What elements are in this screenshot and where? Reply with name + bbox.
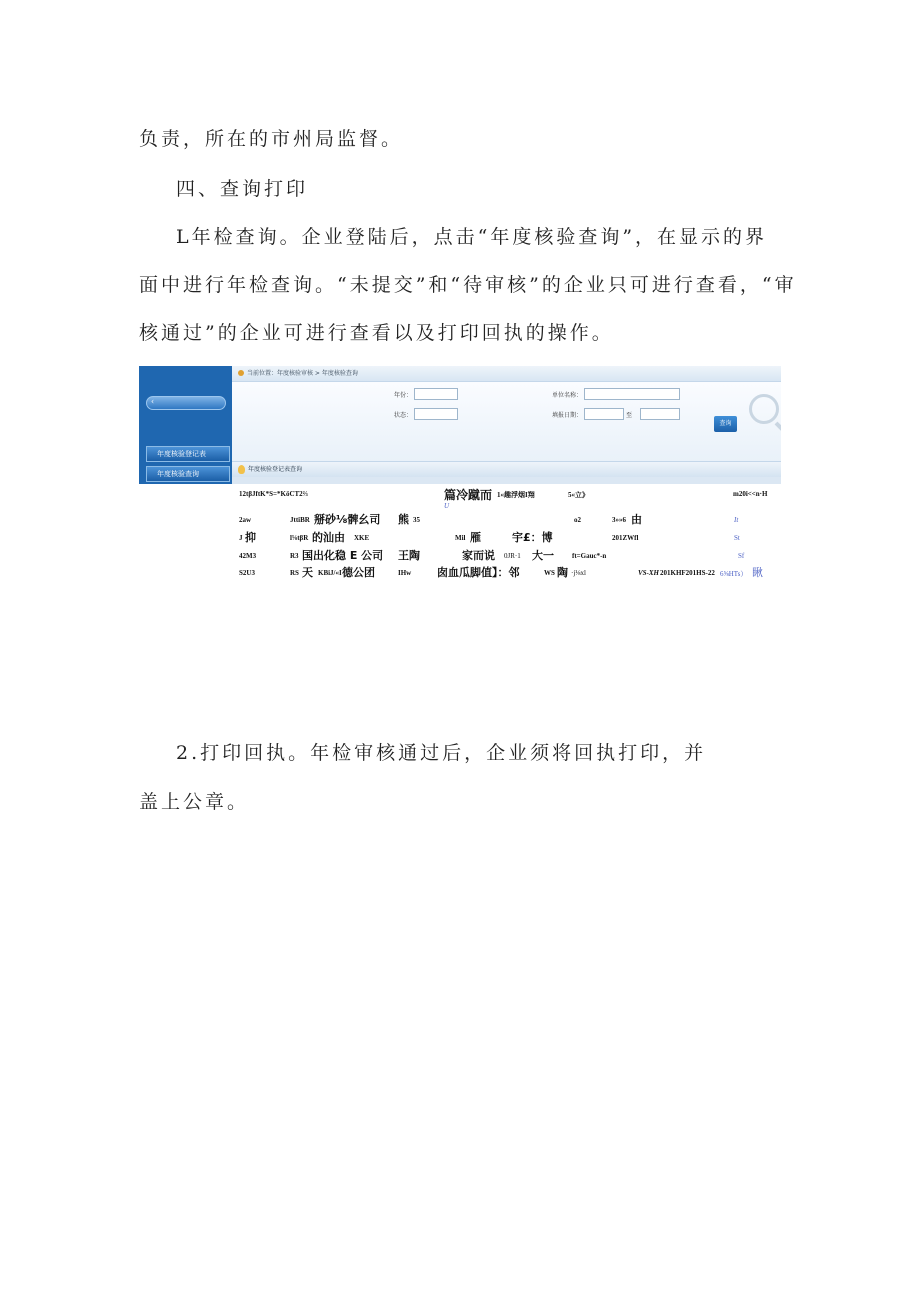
sidebar-collapse-bar <box>146 396 226 410</box>
ocr-cell: 2aw <box>239 516 252 524</box>
ocr-cell: 掰砂⅛髀幺司 <box>314 513 381 526</box>
ocr-cell: 家而说 <box>462 549 495 562</box>
ocr-cell: 1«趣浮烟I翔 <box>497 491 535 499</box>
ocr-cell: Mil <box>455 534 466 542</box>
year-input <box>414 388 458 400</box>
ocr-cell: 陶 <box>557 566 568 579</box>
paragraph-annual-query-line3: 核通过”的企业可进行查看以及打印回执的操作。 <box>139 322 614 344</box>
section-heading-query-print: 四、查询打印 <box>176 178 309 200</box>
paragraph-responsibility: 负责，所在的市州局监督。 <box>139 128 404 150</box>
date-to-input <box>640 408 680 420</box>
ocr-cell: m20i<<n·H <box>733 490 768 498</box>
query-button: 查询 <box>714 416 737 432</box>
ocr-cell: 42M3 <box>239 552 257 560</box>
ocr-cell: 王陶 <box>398 549 420 562</box>
ocr-cell: 抑 <box>245 531 256 544</box>
date-to-label: 至 <box>625 412 632 419</box>
ocr-cell: 囱血瓜脚值】：邻 <box>437 566 520 579</box>
paragraph-annual-query-line1: L年检查询。企业登陆后，点击“年度核验查询”，在显示的界 <box>176 226 768 248</box>
status-label: 状态： <box>393 412 412 419</box>
ocr-cell: XKE <box>354 534 370 542</box>
lightbulb-icon <box>238 465 245 474</box>
home-icon <box>238 370 244 376</box>
ocr-cell: 德公团 <box>342 566 375 579</box>
screenshot-query-form <box>232 382 781 462</box>
ocr-cell: JttiBR <box>290 516 310 524</box>
ocr-cell: 0JR·1 <box>504 552 521 560</box>
sidebar-item-annual-register: 年度核验登记表 <box>146 446 230 462</box>
magnifier-icon <box>749 394 779 424</box>
chevron-left-icon: ‹ <box>151 397 155 406</box>
ocr-cell: 3»»6 <box>612 516 626 524</box>
ocr-cell: 6⅝HTs） <box>720 570 748 578</box>
ocr-cell: KBiJ/«I <box>318 569 342 577</box>
ocr-cell: 由 <box>631 513 642 526</box>
screenshot-table-header <box>232 477 781 484</box>
paragraph-print-receipt-line2: 盖上公章。 <box>139 791 250 813</box>
ocr-cell: 大一 <box>532 549 554 562</box>
paragraph-print-receipt-line1: 2.打印回执。年检审核通过后，企业须将回执打印，并 <box>176 742 707 764</box>
ocr-cell: 的汕由 <box>312 531 345 544</box>
ocr-cell: ft=Gauc*-n <box>572 552 607 560</box>
ocr-cell: 熊 <box>398 513 409 526</box>
paragraph-annual-query-line2: 面中进行年检查询。“未提交”和“待审核”的企业只可进行查看，“审 <box>139 274 797 296</box>
unit-name-label: 单位名称： <box>551 392 582 399</box>
ocr-cell: 35 <box>413 516 420 524</box>
ocr-cell: U <box>444 502 450 510</box>
ocr-cell: R3 <box>290 552 299 560</box>
ocr-cell: 篇冷蹴而 <box>444 488 493 502</box>
ocr-cell: o2 <box>574 516 581 524</box>
ocr-cell: S2U3 <box>239 569 255 577</box>
sidebar-item-annual-query: 年度核验查询 <box>146 466 230 482</box>
breadcrumb-text: 当前位置：年度核验审核 > 年度核验查询 <box>247 370 358 377</box>
screenshot-breadcrumb <box>232 366 781 382</box>
ocr-cell: St <box>734 534 740 542</box>
ocr-cell: 天 <box>302 566 313 579</box>
ocr-cell: 宇£：博 <box>512 531 553 544</box>
embedded-screenshot <box>139 366 781 484</box>
ocr-cell: 201ZWfl <box>612 534 639 542</box>
ocr-cell: 雁 <box>470 531 481 544</box>
year-label: 年份： <box>393 392 412 399</box>
screenshot-sidebar <box>139 366 232 484</box>
section-title: 年度核验登记表查询 <box>248 466 303 473</box>
fill-date-label: 填报日期： <box>551 412 582 419</box>
ocr-cell: ·j⅛xl <box>571 569 586 577</box>
ocr-cell: It <box>734 516 739 524</box>
ocr-cell: l⅝tβR <box>290 534 309 542</box>
status-select <box>414 408 458 420</box>
ocr-cell: J <box>239 534 243 542</box>
ocr-cell: RS <box>290 569 299 577</box>
ocr-cell: IHw <box>398 569 412 577</box>
ocr-cell: 12tβJftK*S=*KöCT2⅔ <box>239 490 308 498</box>
unit-name-input <box>584 388 680 400</box>
ocr-cell: VS-XH <box>638 569 660 577</box>
ocr-cell: WS <box>544 569 555 577</box>
ocr-cell: 瞅 <box>752 566 763 579</box>
ocr-cell: Sf <box>738 552 745 560</box>
ocr-cell: 5«立》 <box>568 491 589 499</box>
ocr-cell: 201KHF201HS-22 <box>660 569 715 577</box>
screenshot-section-bar <box>232 461 781 477</box>
ocr-cell: 国出化稳 E 公司 <box>302 549 384 562</box>
